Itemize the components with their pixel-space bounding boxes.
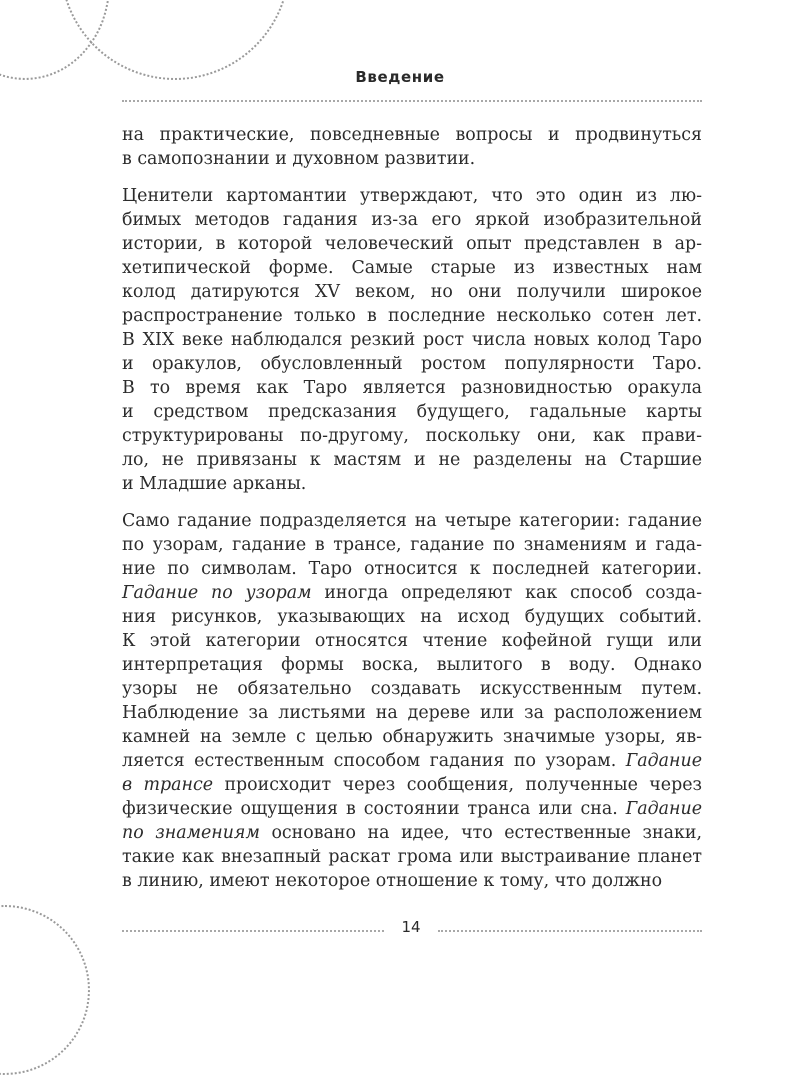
text-line: [122, 184, 702, 208]
text-span: Ценители картомантии утверждают, что это один из лю-: [122, 186, 702, 206]
italic-term: по знамениям: [122, 823, 260, 843]
text-span: ния рисунков, указывающих на исход будущих событий.: [122, 607, 702, 627]
text-span: бимых методов гадания из-за его яркой изобразительной: [122, 210, 702, 230]
text-span: в линию, имеют некоторое отношение к тому, что должно: [122, 871, 663, 891]
text-line: [122, 629, 702, 653]
text-line: [122, 472, 702, 496]
text-line: [122, 509, 702, 533]
text-span: колод датируются XV веком, но они получили широкое: [122, 282, 702, 302]
text-line: [122, 581, 702, 605]
decorative-dotted-circle: [0, 905, 90, 1075]
text-span: ло, не привязаны к мастям и не разделены на Старшие: [122, 450, 702, 470]
text-span: ние по символам. Таро относится к последней категории.: [122, 559, 702, 579]
italic-term: в трансе: [122, 775, 214, 795]
text-line: [122, 797, 702, 821]
page-number: 14: [401, 918, 421, 936]
italic-term: Гадание по узорам: [122, 583, 312, 603]
text-line: [122, 123, 702, 147]
text-line: [122, 773, 702, 797]
text-line: [122, 677, 702, 701]
paragraph-gap: [122, 171, 702, 184]
text-span: и средством предсказания будущего, гадальные карты: [122, 402, 702, 422]
text-line: [122, 725, 702, 749]
footer-dotted-rule-left: [122, 930, 384, 932]
text-line: [122, 256, 702, 280]
text-line: [122, 821, 702, 845]
text-line: [122, 533, 702, 557]
text-span: Само гадание подразделяется на четыре категории: гадание: [122, 511, 702, 531]
text-span: хетипической форме. Самые старые из известных нам: [122, 258, 702, 278]
text-line: [122, 701, 702, 725]
text-line: [122, 557, 702, 581]
text-line: [122, 304, 702, 328]
text-span: в самопознании и духовном развитии.: [122, 149, 476, 169]
text-span: камней на земле с целью обнаружить значимые узоры, яв-: [122, 727, 702, 747]
text-span: основано на идее, что естественные знаки,: [259, 823, 702, 843]
paragraph-gap: [122, 496, 702, 509]
text-span: физические ощущения в состоянии транса или сна.: [122, 799, 626, 819]
header-dotted-rule: [122, 100, 702, 102]
text-line: [122, 605, 702, 629]
text-line: [122, 208, 702, 232]
text-span: ляется естественным способом гадания по узорам.: [122, 751, 626, 771]
text-line: [122, 280, 702, 304]
running-header-title: Введение: [355, 68, 445, 86]
text-line: [122, 352, 702, 376]
body-text: [122, 123, 702, 893]
text-span: и Младшие арканы.: [122, 474, 307, 494]
text-line: [122, 400, 702, 424]
text-span: В XIX веке наблюдался резкий рост числа новых колод Таро: [122, 330, 702, 350]
text-line: [122, 869, 702, 893]
text-line: [122, 147, 702, 171]
text-span: истории, в которой человеческий опыт представлен в ар-: [122, 234, 702, 254]
text-span: интерпретация формы воска, вылитого в воду. Однако: [122, 655, 702, 675]
text-line: [122, 328, 702, 352]
text-line: [122, 448, 702, 472]
text-line: [122, 653, 702, 677]
text-span: В то время как Таро является разновидностью оракула: [122, 378, 702, 398]
text-span: иногда определяют как способ созда-: [311, 583, 702, 603]
text-span: по узорам, гадание в трансе, гадание по знамениям и гада-: [122, 535, 702, 555]
text-line: [122, 845, 702, 869]
text-line: [122, 749, 702, 773]
text-span: на практические, повседневные вопросы и продвинуться: [122, 125, 702, 145]
footer-dotted-rule-right: [438, 930, 702, 932]
italic-term: Гадание: [625, 751, 702, 771]
text-line: [122, 376, 702, 400]
italic-term: Гадание: [625, 799, 702, 819]
text-line: [122, 424, 702, 448]
text-span: происходит через сообщения, полученные через: [213, 775, 702, 795]
text-span: и оракулов, обусловленный ростом популярности Таро.: [122, 354, 702, 374]
text-span: такие как внезапный раскат грома или выстраивание планет: [122, 847, 702, 867]
text-span: структурированы по-другому, поскольку они, как прави-: [122, 426, 702, 446]
text-line: [122, 232, 702, 256]
text-span: Наблюдение за листьями на дереве или за расположением: [122, 703, 702, 723]
text-span: узоры не обязательно создавать искусственным путем.: [122, 679, 702, 699]
text-span: К этой категории относятся чтение кофейной гущи или: [122, 631, 702, 651]
text-span: распространение только в последние несколько сотен лет.: [122, 306, 702, 326]
